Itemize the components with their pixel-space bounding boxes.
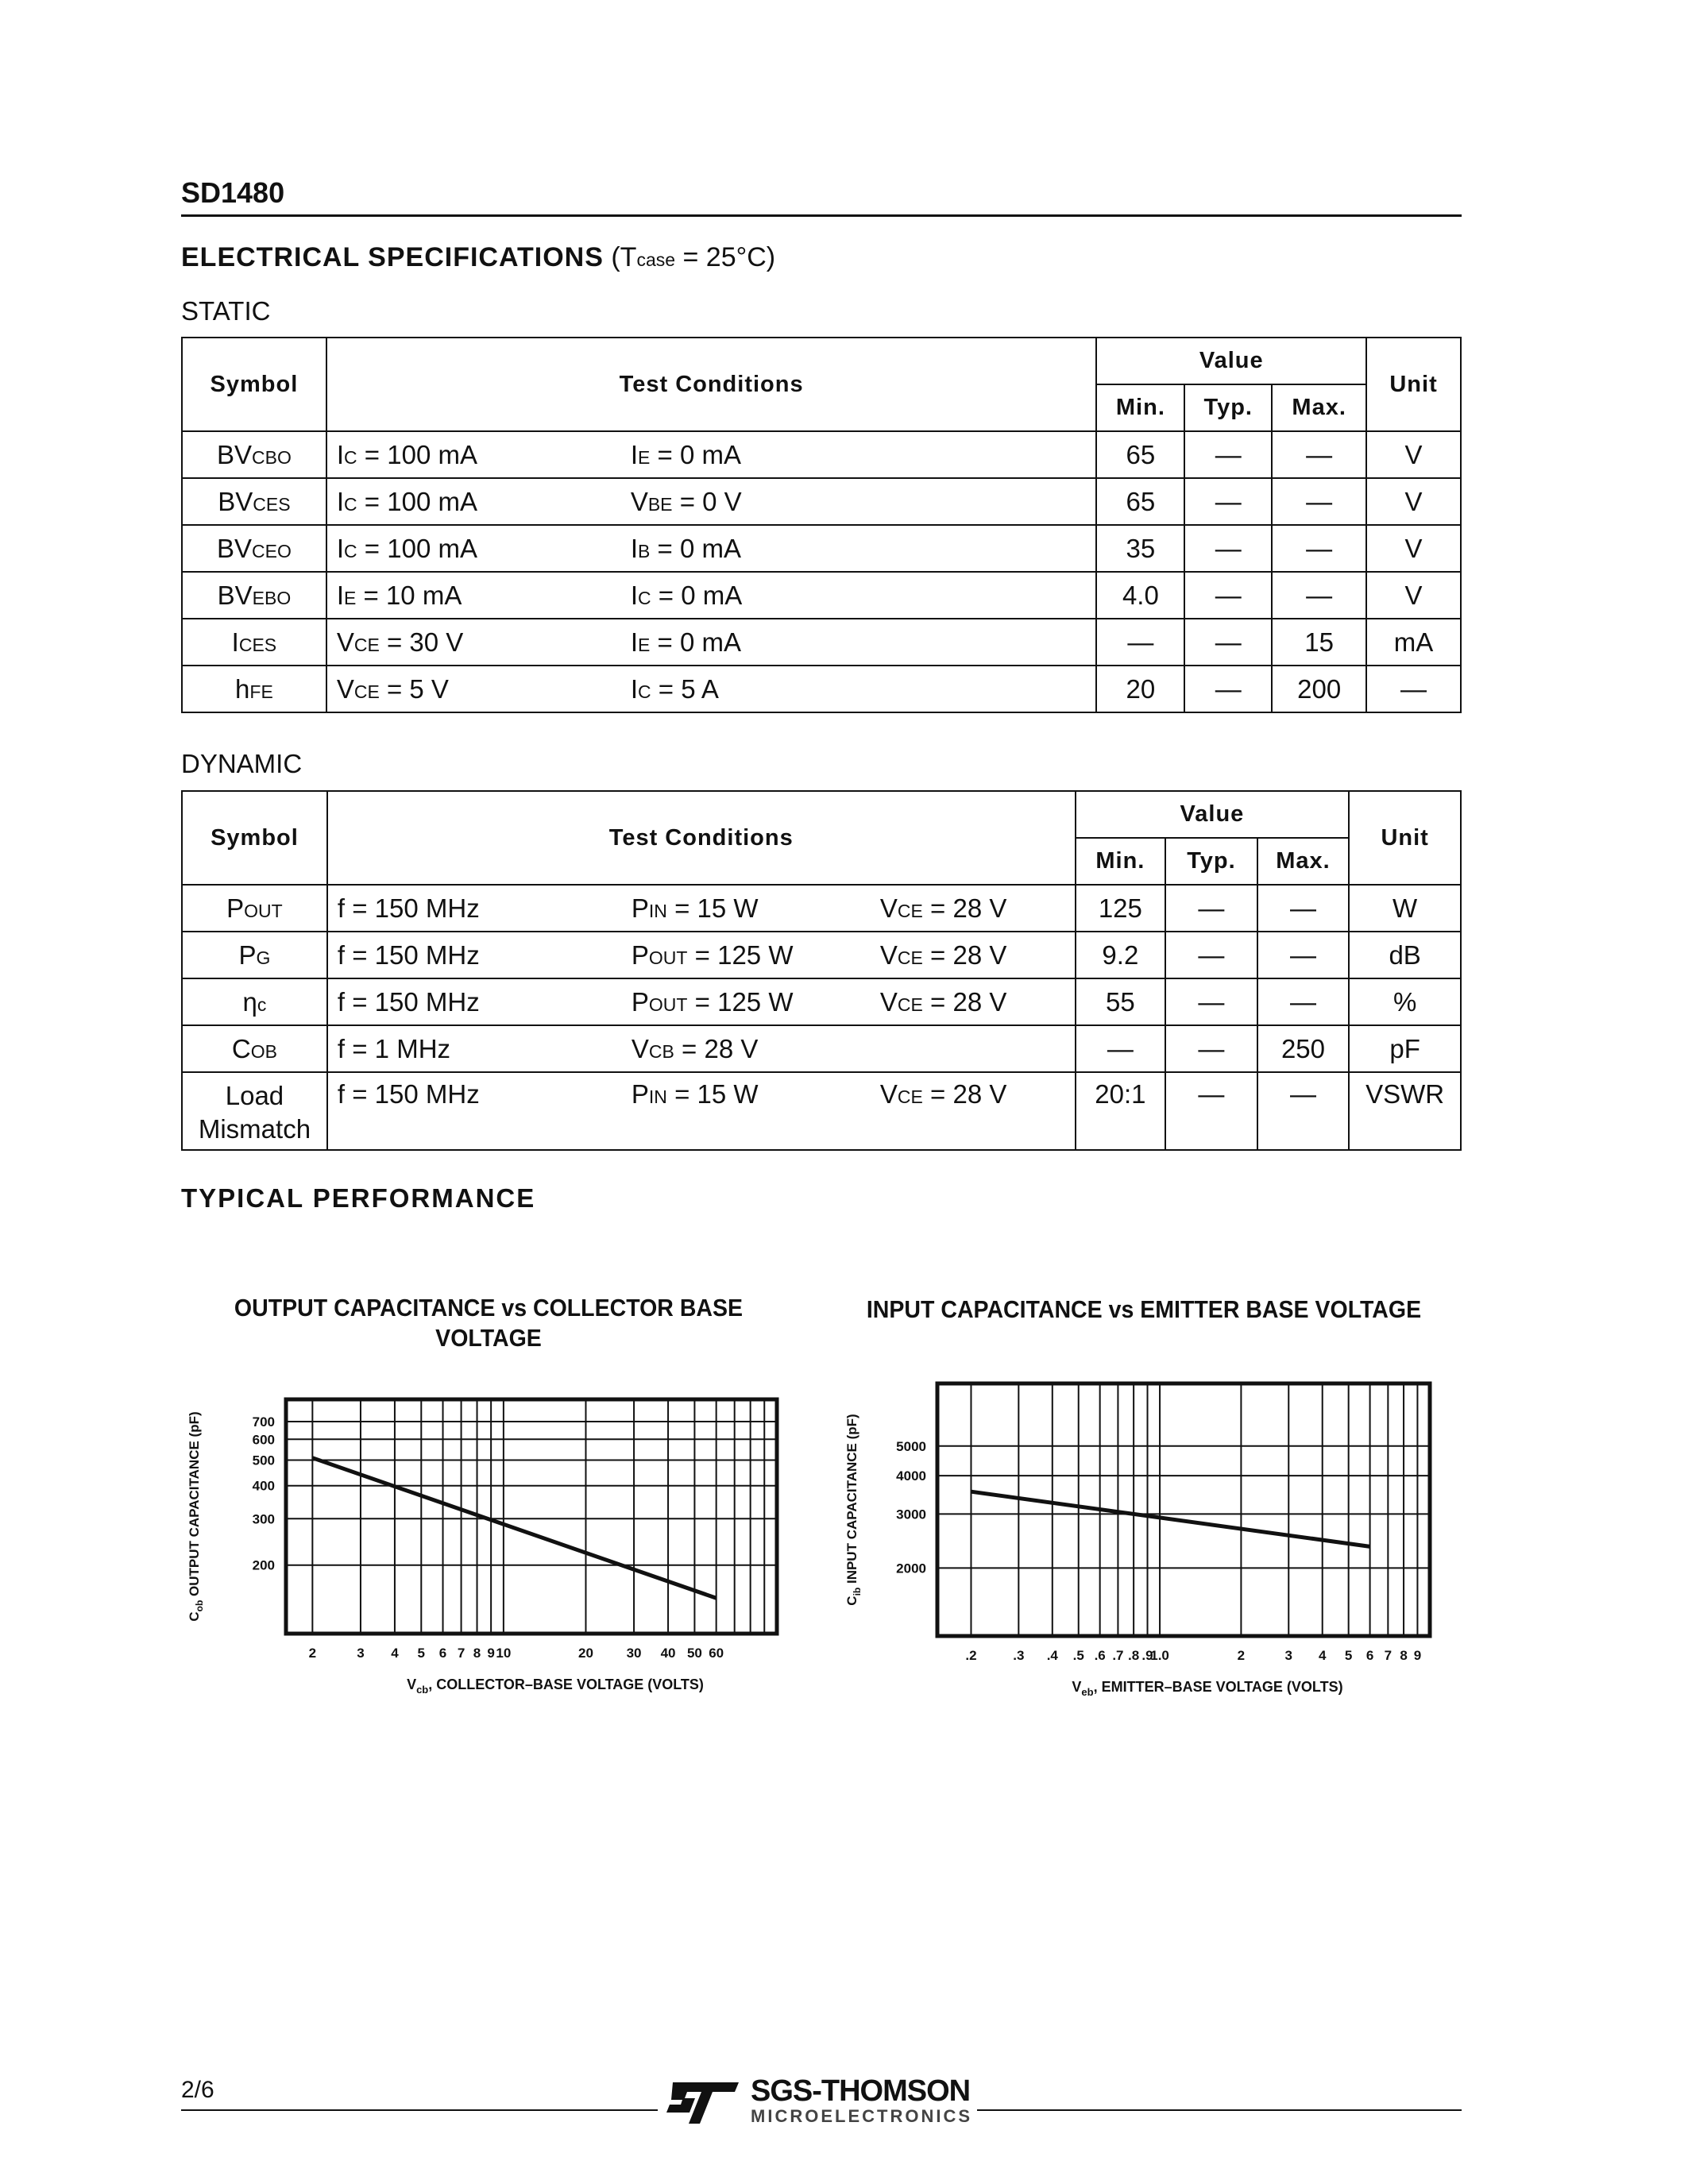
condition-2-var: I — [630, 533, 638, 563]
condition-3-subscript: CE — [897, 947, 923, 968]
condition-3-var: V — [879, 986, 898, 1017]
brand-subtitle: MICROELECTRONICS — [751, 2106, 972, 2126]
static-row — [182, 572, 1461, 619]
condition-1-subscript: CE — [353, 634, 380, 655]
condition-3-var: V — [879, 940, 898, 970]
condition-2-subscript: IN — [648, 1086, 667, 1107]
static-unit-cell: mA — [1366, 619, 1461, 666]
static-conditions-cell — [326, 666, 1097, 712]
x-tick-label: 60 — [709, 1646, 724, 1661]
symbol-main: BV — [216, 439, 252, 469]
x-tick-label: .6 — [1094, 1648, 1106, 1663]
dynamic-unit-cell: % — [1349, 978, 1461, 1025]
y-tick-label: 3000 — [896, 1507, 926, 1522]
x-tick-label: .9 — [1141, 1648, 1153, 1663]
symbol-subscript: G — [256, 947, 271, 968]
footer-rule-right — [977, 2109, 1462, 2111]
symbol-main: η — [242, 986, 257, 1017]
x-tick-label: 8 — [1400, 1648, 1408, 1663]
dynamic-conditions-cell — [327, 978, 1076, 1025]
dynamic-header-symbol: Symbol — [182, 791, 327, 885]
dynamic-typ-cell: — — [1165, 885, 1257, 932]
static-unit-cell: V — [1366, 525, 1461, 572]
condition-1-var: I — [336, 439, 344, 469]
condition-2-subscript: IN — [648, 900, 667, 921]
x-tick-label: 20 — [578, 1646, 593, 1661]
static-header-typ: Typ. — [1184, 384, 1272, 431]
static-symbol-cell — [182, 619, 326, 666]
dynamic-max-cell: — — [1257, 932, 1350, 978]
x-tick-label: .2 — [965, 1648, 977, 1663]
condition-1-subscript: CE — [353, 681, 380, 702]
chart-2-title: INPUT CAPACITANCE vs EMITTER BASE VOLTAGE — [866, 1295, 1422, 1323]
condition-3-var: V — [879, 1079, 898, 1109]
dynamic-typ-cell: — — [1165, 1072, 1257, 1150]
dynamic-max-cell: — — [1257, 1072, 1350, 1150]
condition-2 — [631, 534, 741, 564]
condition-1 — [337, 674, 631, 704]
condition-1 — [337, 627, 631, 658]
condition-3-value: = 28 V — [922, 1079, 1007, 1109]
condition-2-var: V — [630, 486, 648, 516]
x-tick-label: 6 — [438, 1646, 447, 1661]
condition-2-subscript: B — [638, 540, 651, 561]
symbol-main: C — [231, 1033, 251, 1063]
condition-2-value: = 0 mA — [650, 439, 741, 469]
dynamic-conditions-cell — [327, 932, 1076, 978]
symbol-subscript: OB — [250, 1040, 277, 1062]
condition-1-var: I — [336, 580, 344, 610]
condition-2 — [631, 581, 742, 611]
dynamic-row — [182, 1025, 1461, 1072]
condition-2-value: = 15 W — [666, 893, 759, 923]
symbol-subscript: c — [257, 994, 267, 1015]
st-logo-icon — [663, 2079, 743, 2127]
symbol-main: P — [226, 893, 245, 923]
case-temp-rest: = 25°C) — [675, 242, 776, 272]
condition-2-var: P — [631, 940, 649, 970]
condition-1-value: = 100 mA — [357, 533, 477, 563]
static-typ-cell: — — [1184, 572, 1272, 619]
static-symbol-cell — [182, 525, 326, 572]
condition-2-subscript: OUT — [648, 994, 688, 1015]
x-tick-label: 3 — [357, 1646, 365, 1661]
condition-2 — [632, 1034, 880, 1064]
dynamic-max-cell: — — [1257, 885, 1350, 932]
y-tick-label: 4000 — [896, 1468, 926, 1484]
static-min-cell: 35 — [1096, 525, 1184, 572]
x-axis-label: $V_{eb}$, EMITTER–BASE VOLTAGE (VOLTS) — [1072, 1679, 1343, 1698]
condition-3-value: = 28 V — [922, 940, 1007, 970]
dynamic-min-cell: 20:1 — [1076, 1072, 1166, 1150]
static-row — [182, 525, 1461, 572]
symbol-main: Load Mismatch — [198, 1081, 311, 1144]
plot-frame — [286, 1399, 777, 1634]
condition-1-var: V — [336, 673, 354, 704]
static-header-unit: Unit — [1366, 338, 1461, 431]
x-tick-label: .4 — [1046, 1648, 1058, 1663]
static-max-cell: 15 — [1272, 619, 1366, 666]
static-min-cell: 4.0 — [1096, 572, 1184, 619]
dynamic-min-cell: — — [1076, 1025, 1166, 1072]
condition-1: f = 1 MHz — [337, 1033, 451, 1063]
condition-3-value: = 28 V — [922, 986, 1007, 1017]
static-typ-cell: — — [1184, 666, 1272, 712]
static-row — [182, 666, 1461, 712]
x-tick-label: 9 — [487, 1646, 495, 1661]
static-header-value: Value — [1096, 338, 1366, 384]
condition-3 — [880, 987, 1006, 1017]
dynamic-symbol-cell — [182, 885, 327, 932]
condition-1-var: I — [336, 486, 344, 516]
dynamic-header-value: Value — [1076, 791, 1350, 838]
condition-2 — [631, 627, 741, 658]
condition-3 — [880, 1079, 1006, 1109]
condition-2-value: = 5 A — [651, 673, 719, 704]
x-tick-label: 5 — [417, 1646, 426, 1661]
dynamic-unit-cell: pF — [1349, 1025, 1461, 1072]
static-conditions-cell — [326, 478, 1097, 525]
dynamic-header-unit: Unit — [1349, 791, 1461, 885]
static-symbol-cell — [182, 572, 326, 619]
static-typ-cell: — — [1184, 431, 1272, 478]
condition-2 — [631, 487, 742, 517]
dynamic-header-min: Min. — [1076, 838, 1166, 885]
dynamic-symbol-cell — [182, 978, 327, 1025]
static-unit-cell: V — [1366, 572, 1461, 619]
x-tick-label: .5 — [1072, 1648, 1084, 1663]
condition-2-var: I — [630, 627, 638, 657]
brand-name: SGS-THOMSON — [751, 2074, 971, 2108]
condition-2-value: = 125 W — [687, 940, 794, 970]
condition-2 — [632, 1079, 880, 1109]
x-tick-label: 1.0 — [1150, 1648, 1169, 1663]
x-tick-label: 4 — [391, 1646, 399, 1661]
static-min-cell: — — [1096, 619, 1184, 666]
symbol-subscript: CES — [238, 634, 277, 655]
y-tick-label: 500 — [252, 1453, 275, 1468]
x-tick-label: 6 — [1365, 1648, 1374, 1663]
condition-1-value: = 10 mA — [356, 580, 462, 610]
condition-2-var: P — [631, 893, 649, 923]
dynamic-typ-cell: — — [1165, 932, 1257, 978]
x-tick-label: 7 — [1384, 1648, 1393, 1663]
static-typ-cell: — — [1184, 478, 1272, 525]
condition-2-subscript: E — [638, 634, 651, 655]
condition-2-value: = 0 V — [672, 486, 742, 516]
condition-2-subscript: E — [638, 446, 651, 468]
static-unit-cell: — — [1366, 666, 1461, 712]
condition-3-value: = 28 V — [922, 893, 1007, 923]
dynamic-symbol-cell — [182, 932, 327, 978]
y-tick-label: 700 — [252, 1414, 275, 1430]
x-tick-label: 9 — [1413, 1648, 1422, 1663]
static-typ-cell: — — [1184, 619, 1272, 666]
symbol-subscript: EBO — [252, 587, 292, 608]
symbol-subscript: FE — [249, 681, 273, 702]
condition-1: f = 150 MHz — [337, 893, 480, 923]
condition-2 — [631, 674, 719, 704]
part-number: SD1480 — [181, 176, 285, 209]
condition-1 — [337, 581, 631, 611]
dynamic-header-test-conditions: Test Conditions — [327, 791, 1076, 885]
x-tick-label: 40 — [660, 1646, 676, 1661]
condition-1-var: I — [336, 533, 344, 563]
symbol-main: BV — [217, 580, 253, 610]
condition-2-var: I — [630, 673, 638, 704]
x-tick-label: 8 — [473, 1646, 481, 1661]
static-max-cell: — — [1272, 431, 1366, 478]
y-axis-label: $C_{ib}$ INPUT CAPACITANCE (pF) — [844, 1414, 863, 1606]
dynamic-min-cell: 9.2 — [1076, 932, 1166, 978]
electrical-specs-heading: ELECTRICAL SPECIFICATIONS — [181, 242, 604, 272]
x-axis-label: $V_{cb}$, COLLECTOR–BASE VOLTAGE (VOLTS) — [407, 1677, 704, 1696]
static-symbol-cell — [182, 431, 326, 478]
condition-2-value: = 15 W — [666, 1079, 759, 1109]
condition-1: f = 150 MHz — [337, 986, 480, 1017]
condition-2-subscript: CB — [648, 1040, 674, 1062]
series-line-Cib — [971, 1491, 1369, 1546]
dynamic-header-typ: Typ. — [1165, 838, 1257, 885]
symbol-main: P — [238, 940, 257, 970]
x-tick-label: 4 — [1318, 1648, 1327, 1663]
x-tick-label: 50 — [686, 1646, 702, 1661]
y-tick-label: 200 — [252, 1557, 275, 1573]
x-tick-label: .8 — [1128, 1648, 1140, 1663]
static-conditions-cell — [326, 431, 1097, 478]
condition-1-value: = 30 V — [379, 627, 464, 657]
static-header-min: Min. — [1096, 384, 1184, 431]
condition-3-subscript: CE — [897, 1086, 923, 1107]
static-conditions-cell — [326, 525, 1097, 572]
footer-rule-left — [181, 2109, 658, 2111]
symbol-subscript: CES — [253, 493, 291, 515]
static-min-cell: 65 — [1096, 478, 1184, 525]
header-rule — [181, 214, 1462, 217]
static-max-cell: — — [1272, 572, 1366, 619]
case-temp-sub: case — [636, 249, 676, 270]
condition-1-subscript: C — [344, 540, 357, 561]
condition-2-var: V — [631, 1033, 649, 1063]
dynamic-typ-cell: — — [1165, 978, 1257, 1025]
dynamic-max-cell: — — [1257, 978, 1350, 1025]
symbol-main: I — [231, 627, 239, 657]
static-header-test-conditions: Test Conditions — [326, 338, 1097, 431]
condition-2 — [632, 987, 880, 1017]
y-tick-label: 2000 — [896, 1561, 926, 1576]
dynamic-min-cell: 125 — [1076, 885, 1166, 932]
y-axis-label: $C_{ob}$ OUTPUT CAPACITANCE (pF) — [187, 1411, 205, 1622]
condition-2-value: = 28 V — [674, 1033, 759, 1063]
chart-1-output-capacitance — [175, 1366, 794, 1700]
x-tick-label: 3 — [1284, 1648, 1292, 1663]
condition-2-value: = 0 mA — [651, 580, 743, 610]
static-min-cell: 20 — [1096, 666, 1184, 712]
x-tick-label: .3 — [1013, 1648, 1025, 1663]
static-label: STATIC — [181, 296, 271, 326]
condition-2 — [631, 440, 741, 470]
static-unit-cell: V — [1366, 478, 1461, 525]
condition-1-subscript: C — [344, 446, 357, 468]
static-table — [181, 337, 1462, 713]
symbol-main: h — [235, 673, 250, 704]
static-unit-cell: V — [1366, 431, 1461, 478]
static-conditions-cell — [326, 572, 1097, 619]
symbol-subscript: OUT — [244, 900, 283, 921]
condition-1-value: = 100 mA — [357, 439, 477, 469]
condition-1-value: = 5 V — [379, 673, 449, 704]
dynamic-typ-cell: — — [1165, 1025, 1257, 1072]
condition-1 — [337, 487, 631, 517]
dynamic-conditions-cell — [327, 1072, 1076, 1150]
dynamic-symbol-cell — [182, 1072, 327, 1150]
dynamic-row — [182, 932, 1461, 978]
condition-1: f = 150 MHz — [337, 1079, 480, 1109]
dynamic-symbol-cell — [182, 1025, 327, 1072]
condition-3 — [880, 893, 1006, 924]
dynamic-row — [182, 978, 1461, 1025]
plot-frame — [937, 1383, 1430, 1636]
dynamic-unit-cell: VSWR — [1349, 1072, 1461, 1150]
symbol-main: BV — [216, 533, 252, 563]
static-row — [182, 478, 1461, 525]
dynamic-unit-cell: W — [1349, 885, 1461, 932]
static-table-body — [182, 431, 1461, 712]
electrical-specs-title — [181, 242, 775, 273]
condition-2-value: = 0 mA — [650, 533, 741, 563]
dynamic-max-cell: 250 — [1257, 1025, 1350, 1072]
condition-2 — [632, 940, 880, 970]
static-conditions-cell — [326, 619, 1097, 666]
dynamic-row — [182, 885, 1461, 932]
chart-1-title: OUTPUT CAPACITANCE vs COLLECTOR BASE VOLTAGE — [234, 1294, 744, 1352]
dynamic-min-cell: 55 — [1076, 978, 1166, 1025]
y-tick-label: 300 — [252, 1511, 275, 1527]
condition-2-subscript: BE — [647, 493, 673, 515]
static-max-cell: — — [1272, 478, 1366, 525]
static-min-cell: 65 — [1096, 431, 1184, 478]
static-symbol-cell — [182, 478, 326, 525]
dynamic-conditions-cell — [327, 1025, 1076, 1072]
static-row — [182, 431, 1461, 478]
condition-2-var: I — [630, 580, 638, 610]
static-max-cell: 200 — [1272, 666, 1366, 712]
condition-2-subscript: C — [638, 587, 651, 608]
dynamic-unit-cell: dB — [1349, 932, 1461, 978]
x-tick-label: .7 — [1112, 1648, 1124, 1663]
condition-2-subscript: OUT — [648, 947, 688, 968]
condition-1-subscript: E — [344, 587, 357, 608]
condition-2-value: = 125 W — [687, 986, 794, 1017]
condition-1 — [337, 440, 631, 470]
case-temp-open: (T — [611, 242, 637, 272]
condition-3-var: V — [879, 893, 898, 923]
static-row — [182, 619, 1461, 666]
symbol-main: BV — [218, 486, 253, 516]
x-tick-label: 2 — [308, 1646, 317, 1661]
condition-2-value: = 0 mA — [650, 627, 741, 657]
dynamic-table-body — [182, 885, 1461, 1150]
dynamic-table — [181, 790, 1462, 1151]
dynamic-row — [182, 1072, 1461, 1150]
condition-1: f = 150 MHz — [337, 940, 480, 970]
x-tick-label: 30 — [626, 1646, 642, 1661]
typical-performance-title: TYPICAL PERFORMANCE — [181, 1183, 536, 1213]
static-header-symbol: Symbol — [182, 338, 326, 431]
condition-3 — [880, 940, 1006, 970]
condition-1-subscript: C — [344, 493, 357, 515]
condition-3-subscript: CE — [897, 994, 923, 1015]
symbol-subscript: CBO — [252, 446, 292, 468]
static-typ-cell: — — [1184, 525, 1272, 572]
y-tick-label: 400 — [252, 1478, 275, 1494]
condition-2-var: P — [631, 986, 649, 1017]
dynamic-header-max: Max. — [1257, 838, 1350, 885]
page-number: 2/6 — [181, 2077, 214, 2103]
condition-2-var: P — [631, 1079, 649, 1109]
symbol-subscript: CEO — [252, 540, 292, 561]
series-line-Cob — [312, 1458, 716, 1599]
x-tick-label: 5 — [1344, 1648, 1353, 1663]
dynamic-conditions-cell — [327, 885, 1076, 932]
x-tick-label: 2 — [1237, 1648, 1246, 1663]
chart-2-input-capacitance — [834, 1350, 1470, 1707]
condition-1-value: = 100 mA — [357, 486, 477, 516]
static-header-max: Max. — [1272, 384, 1366, 431]
condition-2-subscript: C — [638, 681, 651, 702]
x-tick-label: 7 — [457, 1646, 465, 1661]
dynamic-label: DYNAMIC — [181, 749, 303, 778]
condition-3-subscript: CE — [897, 900, 923, 921]
condition-1-var: V — [336, 627, 354, 657]
condition-2 — [632, 893, 880, 924]
x-tick-label: 10 — [496, 1646, 512, 1661]
condition-1 — [337, 534, 631, 564]
y-tick-label: 5000 — [896, 1438, 926, 1454]
static-max-cell: — — [1272, 525, 1366, 572]
condition-2-var: I — [630, 439, 638, 469]
static-symbol-cell — [182, 666, 326, 712]
y-tick-label: 600 — [252, 1432, 275, 1448]
